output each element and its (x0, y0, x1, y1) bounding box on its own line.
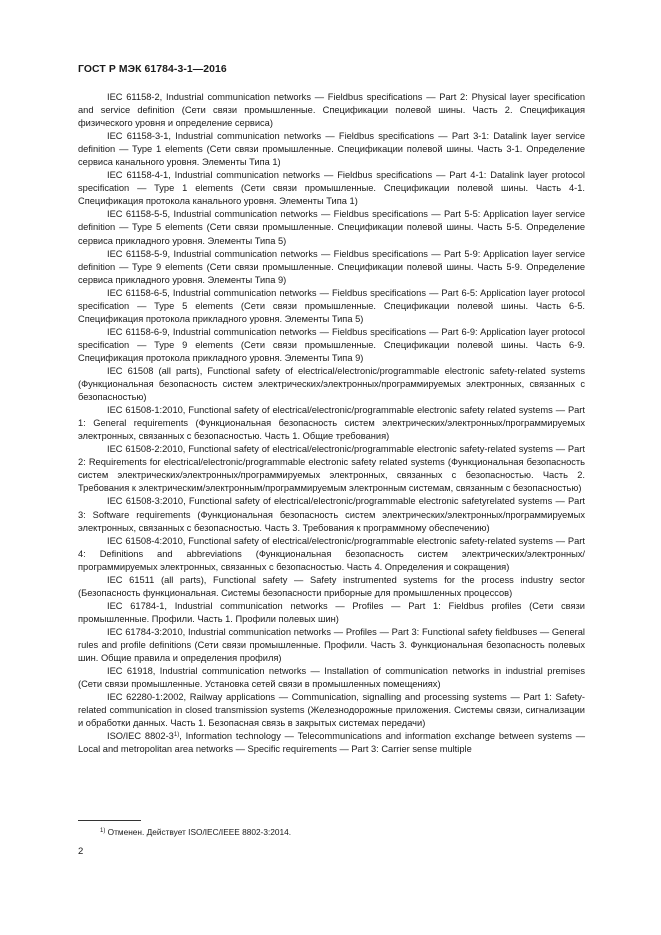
footnote-divider (78, 820, 141, 821)
reference-rest: , Information technology — Telecommunications and information exchange between systems — Local and metropolitan area networks — Specific requirements — Part 3: Carrier sense multiple (78, 731, 585, 755)
reference-item-footnoted (78, 730, 585, 756)
reference-item: IEC 61508-1:2010, Functional safety of electrical/electronic/programmable electronic safety related systems — Part 1: General requirements (Функциональная безопасность систем электрических/электронных/программируемых электронных, связанных с безопасностью. Часть 1. Общие требования) (78, 405, 585, 442)
reference-item: IEC 62280-1:2002, Railway applications — Communication, signalling and processing systems — Part 1: Safety-related communication in closed transmission systems (Железнодорожные приложения. Системы связи, сигнализации и обработки данных. Часть 1. Безопасная связь в закрытых системах передачи) (78, 692, 585, 729)
reference-item: IEC 61158-6-5, Industrial communication networks — Fieldbus specifications — Part 6-5: Application layer protocol specification — Type 5 elements (Сети связи промышленные. Спецификации полевой шины. Часть 6-5. Спецификация протокола прикладного уровня. Элементы Типа 5) (78, 287, 585, 324)
reference-item: IEC 61158-4-1, Industrial communication networks — Fieldbus specifications — Part 4-1: Datalink layer protocol specification — Type 1 elements (Сети связи промышленные. Спецификации полевой шины. Часть 4-1. Спецификация протокола канального уровня. Элементы Типа 1) (78, 170, 585, 207)
reference-item: IEC 61508-4:2010, Functional safety of electrical/electronic/programmable electronic safety-related systems — Part 4: Definitions and abbreviations (Функциональная безопасность систем электрических/электронных/программируемых электронных, связанных с безопасностью. Часть 4. Определения и сокращения) (78, 535, 585, 572)
reference-item: IEC 61784-1, Industrial communication networks — Profiles — Part 1: Fieldbus profiles (Сети связи промышленные. Профили. Часть 1. Профили полевых шин) (78, 600, 585, 624)
footnote-text: Отменен. Действует ISO/IEC/IEEE 8802-3:2014. (107, 827, 292, 837)
reference-item: IEC 61158-3-1, Industrial communication networks — Fieldbus specifications — Part 3-1: Datalink layer service definition — Type 1 elements (Сети связи промышленные. Спецификации полевой шины. Часть 3-1. Определение сервиса канального уровня. Элементы Типа 1) (78, 131, 585, 168)
reference-item: IEC 61918, Industrial communication networks — Installation of communication networks in industrial premises (Сети связи промышленные. Установка сетей связи в промышленных помещениях) (78, 666, 585, 690)
footnote-ref[interactable]: 1) (173, 732, 180, 739)
reference-item: IEC 61511 (all parts), Functional safety — Safety instrumented systems for the process industry sector (Безопасность функциональная. Системы безопасности приборные для промышленных процессов) (78, 574, 585, 598)
reference-item: IEC 61158-6-9, Industrial communication networks — Fieldbus specifications — Part 6-9: Application layer protocol specification — Type 9 elements (Сети связи промышленные. Спецификации полевой шины. Часть 6-9. Спецификация протокола прикладного уровня. Элементы Типа 9) (78, 326, 585, 363)
page-number: 2 (78, 846, 84, 857)
reference-prefix: ISO/IEC 8802-3 (107, 731, 174, 742)
reference-item: IEC 61158-5-9, Industrial communication networks — Fieldbus specifications — Part 5-9: Application layer service definition — Type 9 elements (Сети связи промышленные. Спецификации полевой шины. Часть 5-9. Определение сервиса прикладного уровня. Элементы Типа 9) (78, 248, 585, 285)
footnote (100, 827, 291, 838)
reference-item: IEC 61508 (all parts), Functional safety of electrical/electronic/programmable electronic safety-related systems (Функциональная безопасность систем электрических/электронных/программируемых электронных, связанных с безопасностью) (78, 365, 585, 403)
reference-item: IEC 61158-5-5, Industrial communication networks — Fieldbus specifications — Part 5-5: Application layer service definition — Type 5 elements (Сети связи промышленные. Спецификации полевой шины. Часть 5-5. Определение сервиса прикладного уровня. Элементы Типа 5) (78, 209, 585, 246)
reference-item: IEC 61508-3:2010, Functional safety of electrical/electronic/programmable electronic safetyrelated systems — Part 3: Software requirements (Функциональная безопасность систем электрических/электронных/программируемых электронных, связанных с безопасностью. Часть 3. Требования к программному обеспечению) (78, 496, 585, 533)
footnote-mark: 1) (100, 828, 106, 834)
reference-item: IEC 61508-2:2010, Functional safety of electrical/electronic/programmable electronic safety-related systems — Part 2: Requirements for electrical/electronic/programmable electronic safety related systems (Функциональная безопасность систем электрических/электронных/программируемых электронных, связанных с безопасностью. Часть 2. Требования к электрическим/электронным/программируемым электронным системам, связанным с безопасностью) (78, 444, 585, 494)
reference-item: IEC 61158-2, Industrial communication networks — Fieldbus specifications — Part 2: Physical layer specification and service definition (Сети связи промышленные. Спецификации полевой шины. Часть 2. Спецификация физического уровня и определение сервиса) (78, 92, 585, 129)
reference-item: IEC 61784-3:2010, Industrial communication networks — Profiles — Part 3: Functional safety fieldbuses — General rules and profile definitions (Сети связи промышленные. Профили. Часть 3. Функциональная безопасность полевых шин. Общие правила и определения профиля) (78, 626, 585, 664)
bibliography-list (78, 91, 585, 756)
document-header: ГОСТ Р МЭК 61784-3-1—2016 (78, 64, 227, 75)
